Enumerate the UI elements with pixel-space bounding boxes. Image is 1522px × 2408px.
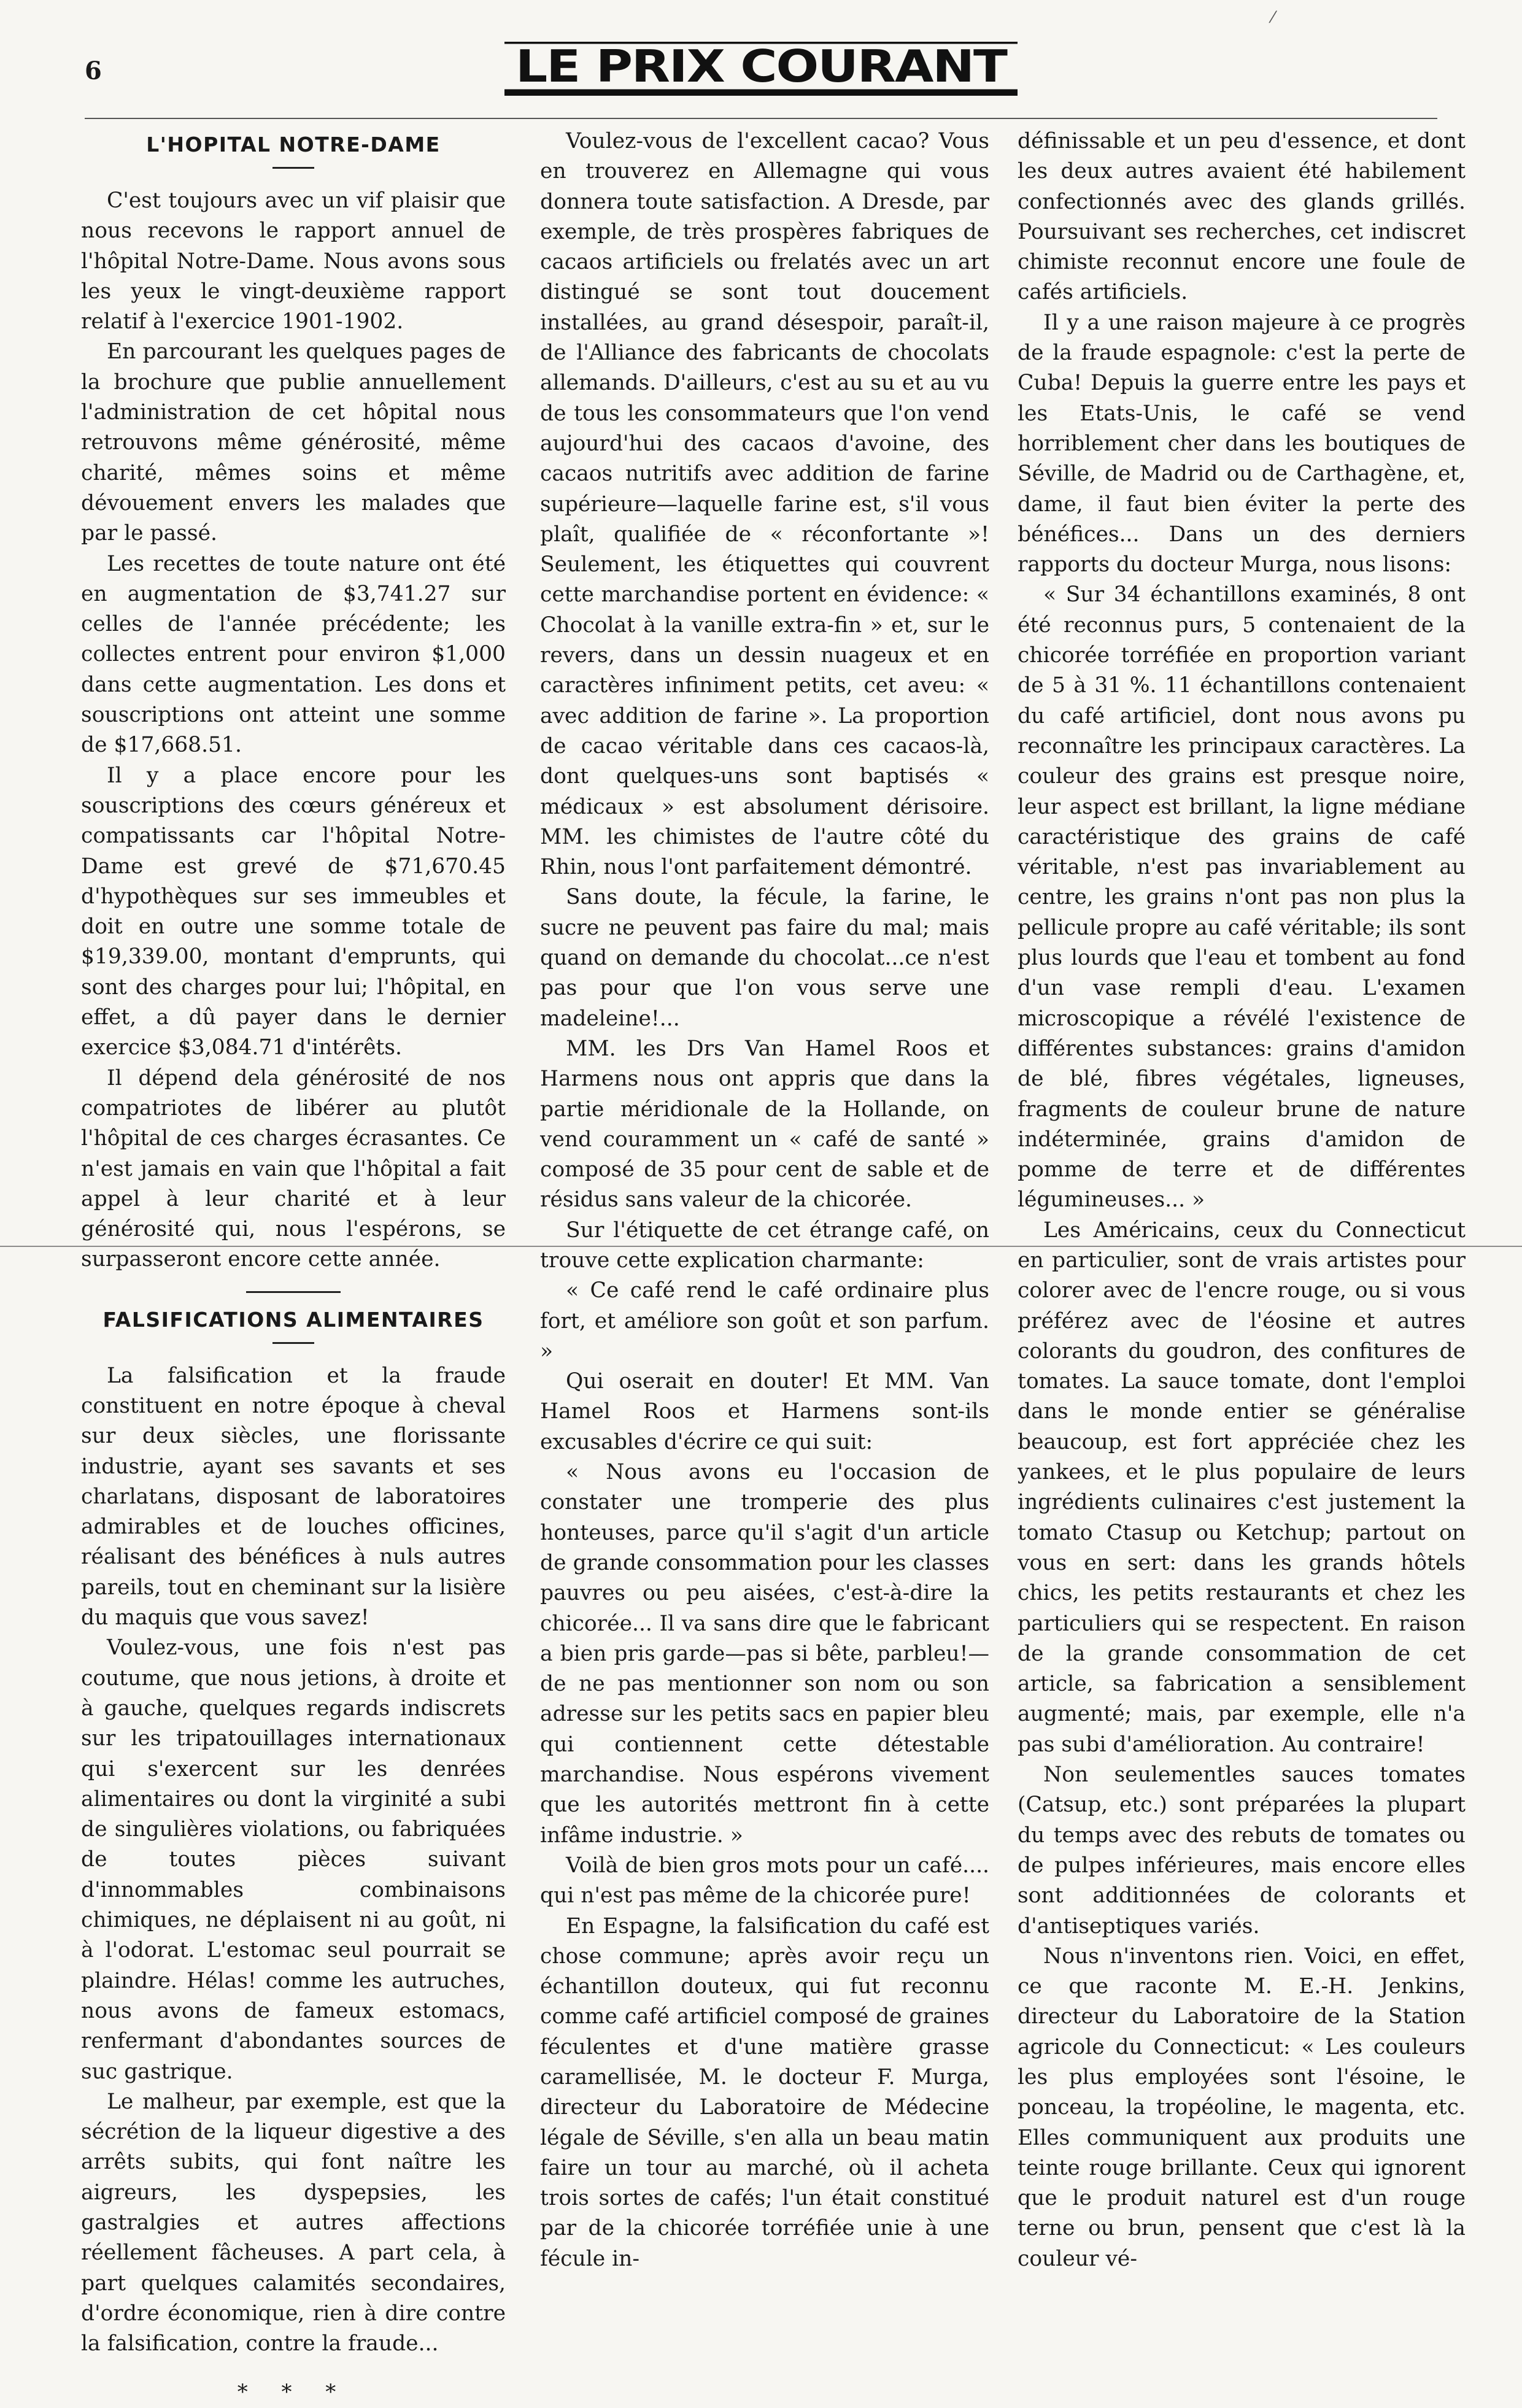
- header-rule: [85, 118, 1437, 119]
- heading-divider: [272, 1342, 314, 1344]
- paragraph: Non seulementles sauces tomates (Catsup, etc.) sont préparées la plupart du temps avec des rebuts de tomates ou de pulpes inférieures, mais encore elles sont additionnées de colorants et d'antiseptiques variés.: [1018, 1762, 1466, 1939]
- margin-mark: ⁄: [1272, 9, 1275, 27]
- column-3: [1018, 126, 1466, 2274]
- paragraph-continued: définissable et un peu d'essence, et dont les deux autres avaient été habilement confectionnés avec des glands grillés. Poursuivant ses recherches, cet indiscret chimiste reconnut encore une foule de cafés artificiels.: [1018, 129, 1466, 305]
- paragraph: Le malheur, par exemple, est que la sécrétion de la liqueur digestive a des arrêts subits, qui font naître les aigreurs, les dyspepsies, les gastralgies et autres affections réellement fâcheuses. A part cela, à part quelques calamités secondaires, d'ordre économique, rien à dire contre la falsification, contre la fraude...: [81, 2089, 506, 2356]
- column-1: [81, 126, 506, 2408]
- paragraph: C'est toujours avec un vif plaisir que nous recevons le rapport annuel de l'hôpital Notre-Dame. Nous avons sous les yeux le vingt-deuxième rapport relatif à l'exercice 1901-1902.: [81, 188, 506, 334]
- paragraph: Nous n'inventons rien. Voici, en effet, ce que raconte M. E.-H. Jenkins, directeur du Laboratoire de la Station agricole du Connecticut: « Les couleurs les plus employées sont l'ésoine, le ponceau, la tropéoline, le magenta, etc. Elles communiquent aux produits une teinte rouge brillante. Ceux qui ignorent que le produit naturel est d'un rouge terne ou brun, pensent que c'est là la couleur vé-: [1018, 1943, 1466, 2271]
- paragraph: Voulez-vous de l'excellent cacao? Vous en trouverez en Allemagne qui vous donnera toute satisfaction. A Dresde, par exemple, de très prospères fabriques de cacaos artificiels ou frelatés avec un art distingué se sont tout doucement installées, au grand désespoir, paraît-il, de l'Alliance des fabricants de chocolats allemands. D'ailleurs, c'est au su et au vu de tous les consommateurs que l'on vend aujourd'hui des cacaos d'avoine, des cacaos nutritifs avec addition de farine supérieure—laquelle farine est, s'il vous plaît, qualifiée de « réconfortante »! Seulement, les étiquettes qui couvrent cette marchandise portent en évidence: « Chocolat à la vanille extra-fin » et, sur le revers, dans un dessin nuageux et en caractères infiniment petits, cet aveu: « avec addition de farine ». La proportion de cacao véritable dans ces cacaos-là, dont quelques-uns sont baptisés « médicaux » est absolument dérisoire. MM. les chimistes de l'autre côté du Rhin, nous l'ont parfaitement démontré.: [540, 129, 989, 880]
- paragraph: La falsification et la fraude constituent en notre époque à cheval sur deux siècles, une florissante industrie, ayant ses savants et ses charlatans, disposant de laboratoires admirables et de louches officines, réalisant des bénéfices à nuls autres pareils, tout en cheminant sur la lisière du maquis que vous savez!: [81, 1363, 506, 1630]
- masthead-title: LE PRIX COURANT: [504, 42, 1018, 96]
- paragraph: Il dépend dela générosité de nos compatriotes de libérer au plutôt l'hôpital de ces charges écrasantes. Ce n'est jamais en vain que l'hôpital a fait appel à leur charité et à leur générosité qui, nous l'espérons, se surpasseront encore cette année.: [81, 1065, 506, 1272]
- quote-paragraph: « Sur 34 échantillons examinés, 8 ont été reconnus purs, 5 contenaient de la chicorée torréfiée en proportion variant de 5 à 31 %. 11 échantillons contenaient du café artificiel, dont nous avons pu reconnaître les principaux caractères. La couleur des grains est presque noire, leur aspect est brillant, la ligne médiane caractéristique des grains de café véritable, n'est pas invariablement au centre, les grains n'ont pas non plus la pellicule propre au café véritable; ils sont plus lourds que l'eau et tombent au fond d'un vase rempli d'eau. L'examen microscopique a révélé l'existence de différentes substances: grains d'amidon de blé, fibres végétales, ligneuses, fragments de couleur brune de nature indéterminée, grains d'amidon de pomme de terre et de différentes légumineuses... »: [1018, 582, 1466, 1213]
- heading-divider: [272, 167, 314, 169]
- page-number: 6: [85, 56, 102, 85]
- article-heading-falsifications: FALSIFICATIONS ALIMENTAIRES: [102, 1307, 484, 1332]
- article-heading-hopital: L'HOPITAL NOTRE-DAME: [146, 133, 441, 156]
- paragraph: En Espagne, la falsification du café est chose commune; après avoir reçu un échantillon douteux, qui fut reconnu comme café artificiel composé de graines féculentes et d'une matière grasse caramellisée, M. le docteur F. Murga, directeur du Laboratoire de Médecine légale de Séville, s'en alla un beau matin faire un tour au marché, où il acheta trois sortes de cafés; l'un était constitué par de la chicorée torréfiée unie à une fécule in-: [540, 1913, 989, 2271]
- section-stars: * * *: [237, 2380, 350, 2405]
- paragraph: Voulez-vous, une fois n'est pas coutume, que nous jetions, à droite et à gauche, quelques regards indiscrets sur les tripatouillages internationaux qui s'exercent sur les denrées alimentaires ou dont la virginité a subi de singulières violations, ou fabriquées de toutes pièces suivant d'innommables combinaisons chimiques, ne déplaisent ni au goût, ni à l'odorat. L'estomac seul pourrait se plaindre. Hélas! comme les autruches, nous avons de fameux estomacs, renfermant d'abondantes sources de suc gastrique.: [81, 1635, 506, 2084]
- paragraph: MM. les Drs Van Hamel Roos et Harmens nous ont appris que dans la partie méridionale de la Hollande, on vend couramment un « café de santé » composé de 35 pour cent de sable et de résidus sans valeur de la chicorée.: [540, 1036, 989, 1213]
- masthead: [0, 38, 1522, 99]
- quote-paragraph: « Ce café rend le café ordinaire plus fort, et améliore son goût et son parfum. »: [540, 1278, 989, 1364]
- paragraph: Sur l'étiquette de cet étrange café, on trouve cette explication charmante:: [540, 1218, 989, 1273]
- article-divider: [246, 1291, 341, 1293]
- paragraph: Qui oserait en douter! Et MM. Van Hamel Roos et Harmens sont-ils excusables d'écrire ce qui suit:: [540, 1369, 989, 1454]
- paragraph: Les recettes de toute nature ont été en augmentation de $3,741.27 sur celles de l'année précédente; les collectes entrent pour environ $1,000 dans cette augmentation. Les dons et souscriptions ont atteint une somme de $17,668.51.: [81, 551, 506, 758]
- paragraph: En parcourant les quelques pages de la brochure que publie annuellement l'administration de cet hôpital nous retrouvons même générosité, même charité, mêmes soins et même dévouement envers les malades que par le passé.: [81, 339, 506, 546]
- paragraph: Voilà de bien gros mots pour un café.... qui n'est pas même de la chicorée pure!: [540, 1853, 989, 1908]
- paragraph: Sans doute, la fécule, la farine, le sucre ne peuvent pas faire du mal; mais quand on demande du chocolat...ce n'est pas pour que l'on vous serve une madeleine!...: [540, 885, 989, 1031]
- paragraph: Il y a place encore pour les souscriptions des cœurs généreux et compatissants car l'hôpital Notre-Dame est grevé de $71,670.45 d'hypothèques sur ses immeubles et doit en outre une somme totale de $19,339.00, montant d'emprunts, qui sont des charges pour lui; l'hôpital, en effet, a dû payer dans le dernier exercice $3,084.71 d'intérêts.: [81, 763, 506, 1060]
- quote-paragraph: « Nous avons eu l'occasion de constater une tromperie des plus honteuses, parce qu'il s'agit d'un article de grande consommation pour les classes pauvres ou peu aisées, c'est-à-dire la chicorée... Il va sans dire que le fabricant a bien pris garde—pas si bête, parbleu!—de ne pas mentionner son nom ou son adresse sur les petits sacs en papier bleu qui contiennent cette détestable marchandise. Nous espérons vivement que les autorités mettront fin à cette infâme industrie. »: [540, 1460, 989, 1848]
- paragraph: Il y a une raison majeure à ce progrès de la fraude espagnole: c'est la perte de Cuba! Depuis la guerre entre les pays et les Etats-Unis, le café se vend horriblement cher dans les boutiques de Séville, de Madrid ou de Carthagène, et, dame, il faut bien éviter la perte des bénéfices... Dans un des derniers rapports du docteur Murga, nous lisons:: [1018, 310, 1466, 577]
- paragraph: Les Américains, ceux du Connecticut en particulier, sont de vrais artistes pour colorer avec de l'encre rouge, ou si vous préférez avec de l'éosine et autres colorants du goudron, des confitures de tomates. La sauce tomate, dont l'emploi dans le monde entier se généralise beaucoup, est fort appréciée chez les yankees, et le plus populaire de leurs ingrédients culinaires c'est justement la tomato Ctasup ou Ketchup; partout on vous en sert: dans les grands hôtels chics, les petits restaurants et chez les particuliers qui se respectent. En raison de la grande consommation de cet article, sa fabrication a sensiblement augmenté; mais, par exemple, elle n'a pas subi d'amélioration. Au contraire!: [1018, 1218, 1466, 1757]
- column-2: [540, 126, 989, 2274]
